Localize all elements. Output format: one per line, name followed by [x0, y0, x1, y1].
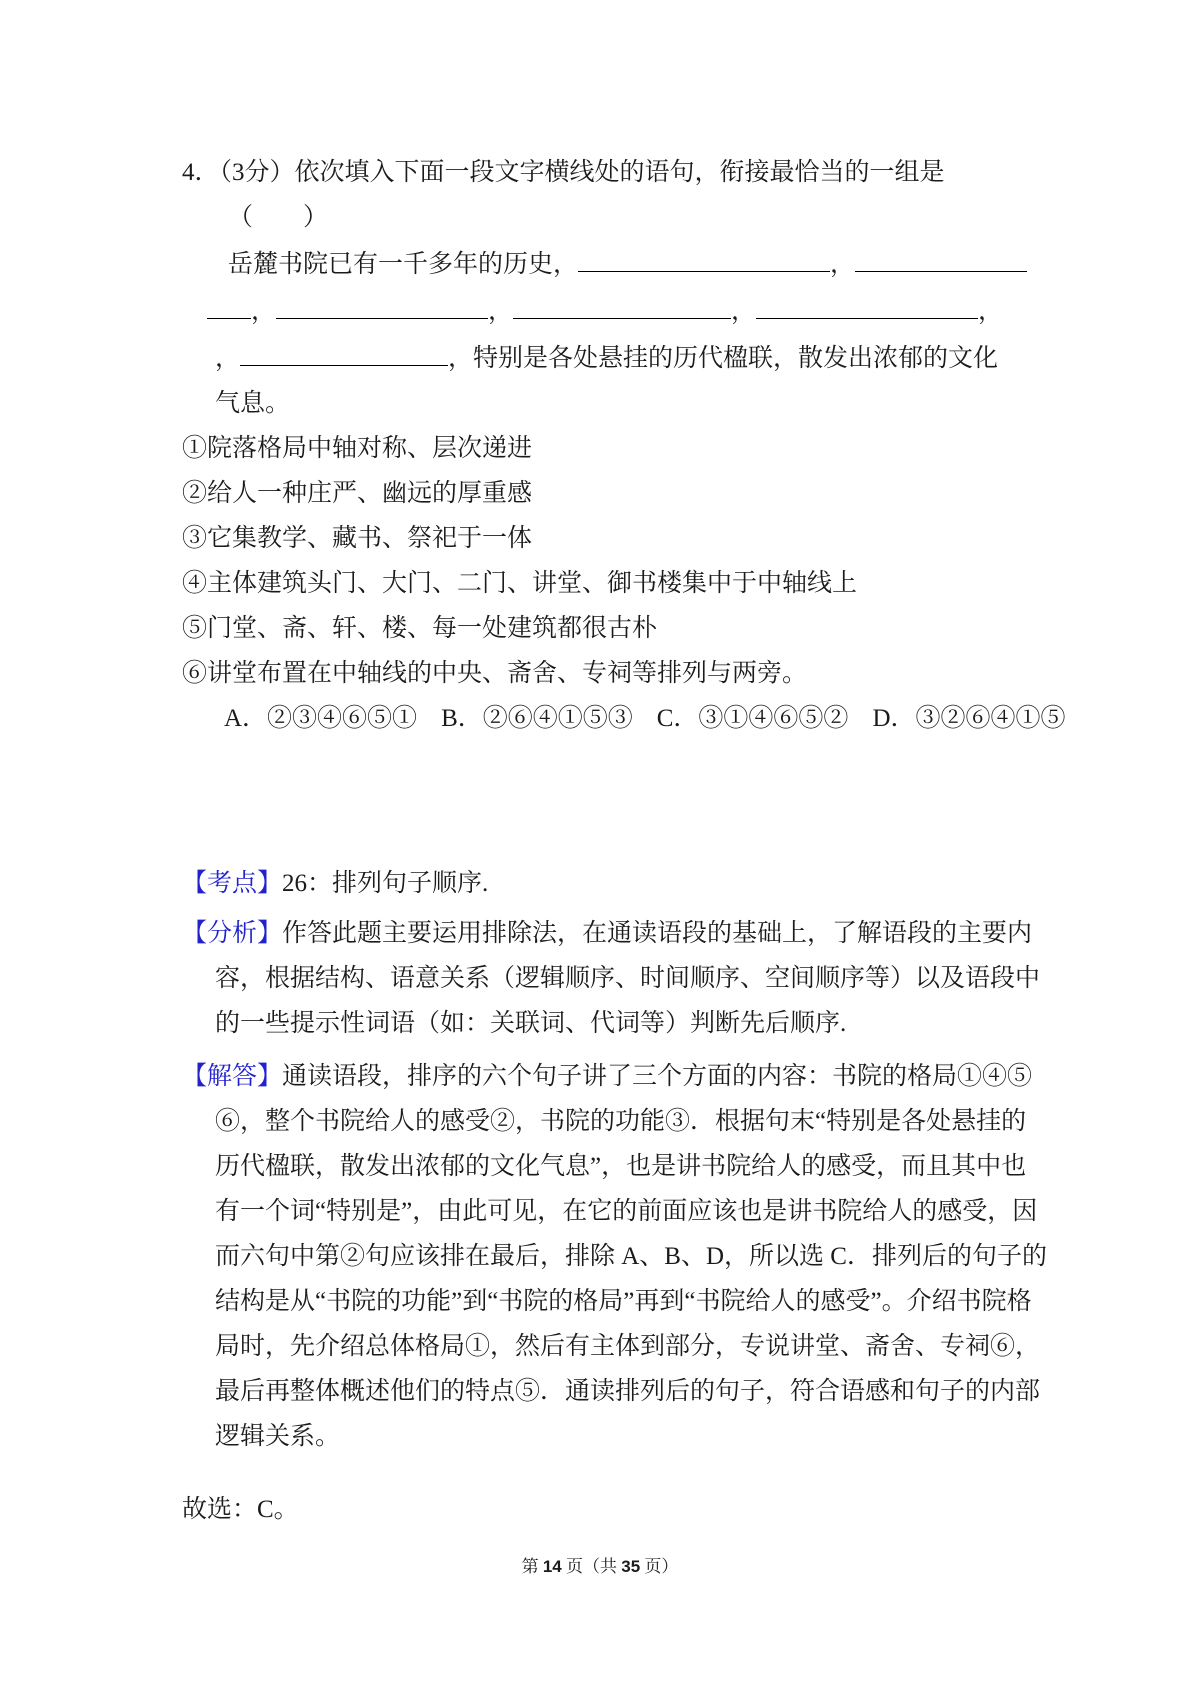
question-stem	[182, 150, 1042, 195]
option-b: B．②⑥④①⑤③	[441, 705, 633, 732]
passage-comma: ，	[830, 251, 856, 278]
jieda-line: 逻辑关系。	[215, 1423, 341, 1450]
footer-text: 页（共	[561, 1557, 622, 1576]
kaodian-text: 26：排列句子顺序.	[282, 870, 489, 897]
jieda-label: 【解答】	[182, 1063, 283, 1090]
footer-text: 页）	[640, 1557, 679, 1576]
fill-blank-underline	[578, 240, 830, 272]
passage-line-2	[182, 287, 1042, 334]
passage-comma: ，	[488, 298, 514, 325]
jieda-line	[182, 1054, 1042, 1099]
fill-blank-underline	[855, 240, 1027, 272]
numbered-sentences	[182, 426, 1042, 696]
question-stem-text: （3分）依次填入下面一段文字横线处的语句，衔接最恰当的一组是	[219, 159, 945, 186]
jieda-text: 通读语段，排序的六个句子讲了三个方面的内容：书院的格局①④⑤	[282, 1063, 1033, 1090]
option-c: C．③①④⑥⑤②	[656, 705, 849, 732]
fenxi-section	[182, 911, 1042, 1046]
numbered-item-2: ②给人一种庄严、幽远的厚重感	[182, 480, 533, 507]
conclusion-line: 故选：C。	[182, 1496, 299, 1523]
fill-blank-underline	[513, 287, 731, 319]
footer-text: 第	[521, 1557, 543, 1576]
page-footer	[0, 1552, 1200, 1577]
jieda-line: 最后再整体概述他们的特点⑤．通读排列后的句子，符合语感和句子的内部	[215, 1378, 1041, 1405]
jieda-section	[182, 1054, 1047, 1459]
numbered-item-5: ⑤门堂、斋、轩、楼、每一处建筑都很古朴	[182, 615, 658, 642]
numbered-item-4: ④主体建筑头门、大门、二门、讲堂、御书楼集中于中轴线上	[182, 570, 858, 597]
fill-blank-underline	[756, 287, 978, 319]
fenxi-label: 【分析】	[182, 920, 283, 947]
numbered-item-1: ①院落格局中轴对称、层次递进	[182, 435, 533, 462]
jieda-line: 结构是从“书院的功能”到“书院的格局”再到“书院给人的感受”。介绍书院格	[215, 1288, 1032, 1315]
fill-blank-underline	[240, 334, 448, 366]
passage-line-3	[182, 334, 1042, 381]
fenxi-line: 容，根据结构、语意关系（逻辑顺序、时间顺序、空间顺序等）以及语段中	[215, 965, 1041, 992]
answer-brackets: （ ）	[228, 204, 329, 231]
passage-comma: ，	[978, 298, 1004, 325]
option-a: A．②③④⑥⑤①	[224, 705, 418, 732]
passage-line-4: 气息。	[215, 390, 291, 417]
jieda-line: ⑥，整个书院给人的感受②，书院的功能③．根据句末“特别是各处悬挂的	[215, 1108, 1027, 1135]
jieda-line: 历代楹联，散发出浓郁的文化气息”，也是讲书院给人的感受，而且其中也	[215, 1153, 1027, 1180]
numbered-item-6: ⑥讲堂布置在中轴线的中央、斋舍、专祠等排列与两旁。	[182, 660, 808, 687]
fill-blank-underline	[207, 287, 251, 319]
fill-blank-underline	[276, 287, 488, 319]
question-block	[182, 150, 1066, 1532]
footer-page-number: 14	[542, 1557, 562, 1576]
passage-text: 岳麓书院已有一千多年的历史，	[228, 251, 579, 278]
question-number: 4．	[182, 159, 220, 186]
jieda-line: 而六句中第②句应该排在最后，排除 A、B、D，所以选 C．排列后的句子的	[215, 1243, 1047, 1270]
passage-comma: ，	[251, 298, 277, 325]
fenxi-text: 作答此题主要运用排除法，在通读语段的基础上，了解语段的主要内	[282, 920, 1033, 947]
passage-comma: ，	[731, 298, 757, 325]
fenxi-line	[182, 911, 1042, 956]
passage-comma: ，	[215, 345, 241, 372]
passage-text: ，特别是各处悬挂的历代楹联，散发出浓郁的文化	[448, 345, 999, 372]
option-d: D．③②⑥④①⑤	[872, 705, 1066, 732]
passage-line-1	[182, 240, 1042, 287]
fenxi-line: 的一些提示性词语（如：关联词、代词等）判断先后顺序.	[215, 1010, 847, 1037]
footer-total-pages: 35	[621, 1557, 641, 1576]
jieda-line: 局时，先介绍总体格局①，然后有主体到部分，专说讲堂、斋舍、专祠⑥，	[215, 1333, 1041, 1360]
kaodian-label: 【考点】	[182, 870, 283, 897]
options-row	[182, 696, 1066, 741]
numbered-item-3: ③它集教学、藏书、祭祀于一体	[182, 525, 533, 552]
kaodian-line	[182, 861, 1042, 906]
jieda-line: 有一个词“特别是”，由此可见，在它的前面应该也是讲书院给人的感受，因	[215, 1198, 1038, 1225]
